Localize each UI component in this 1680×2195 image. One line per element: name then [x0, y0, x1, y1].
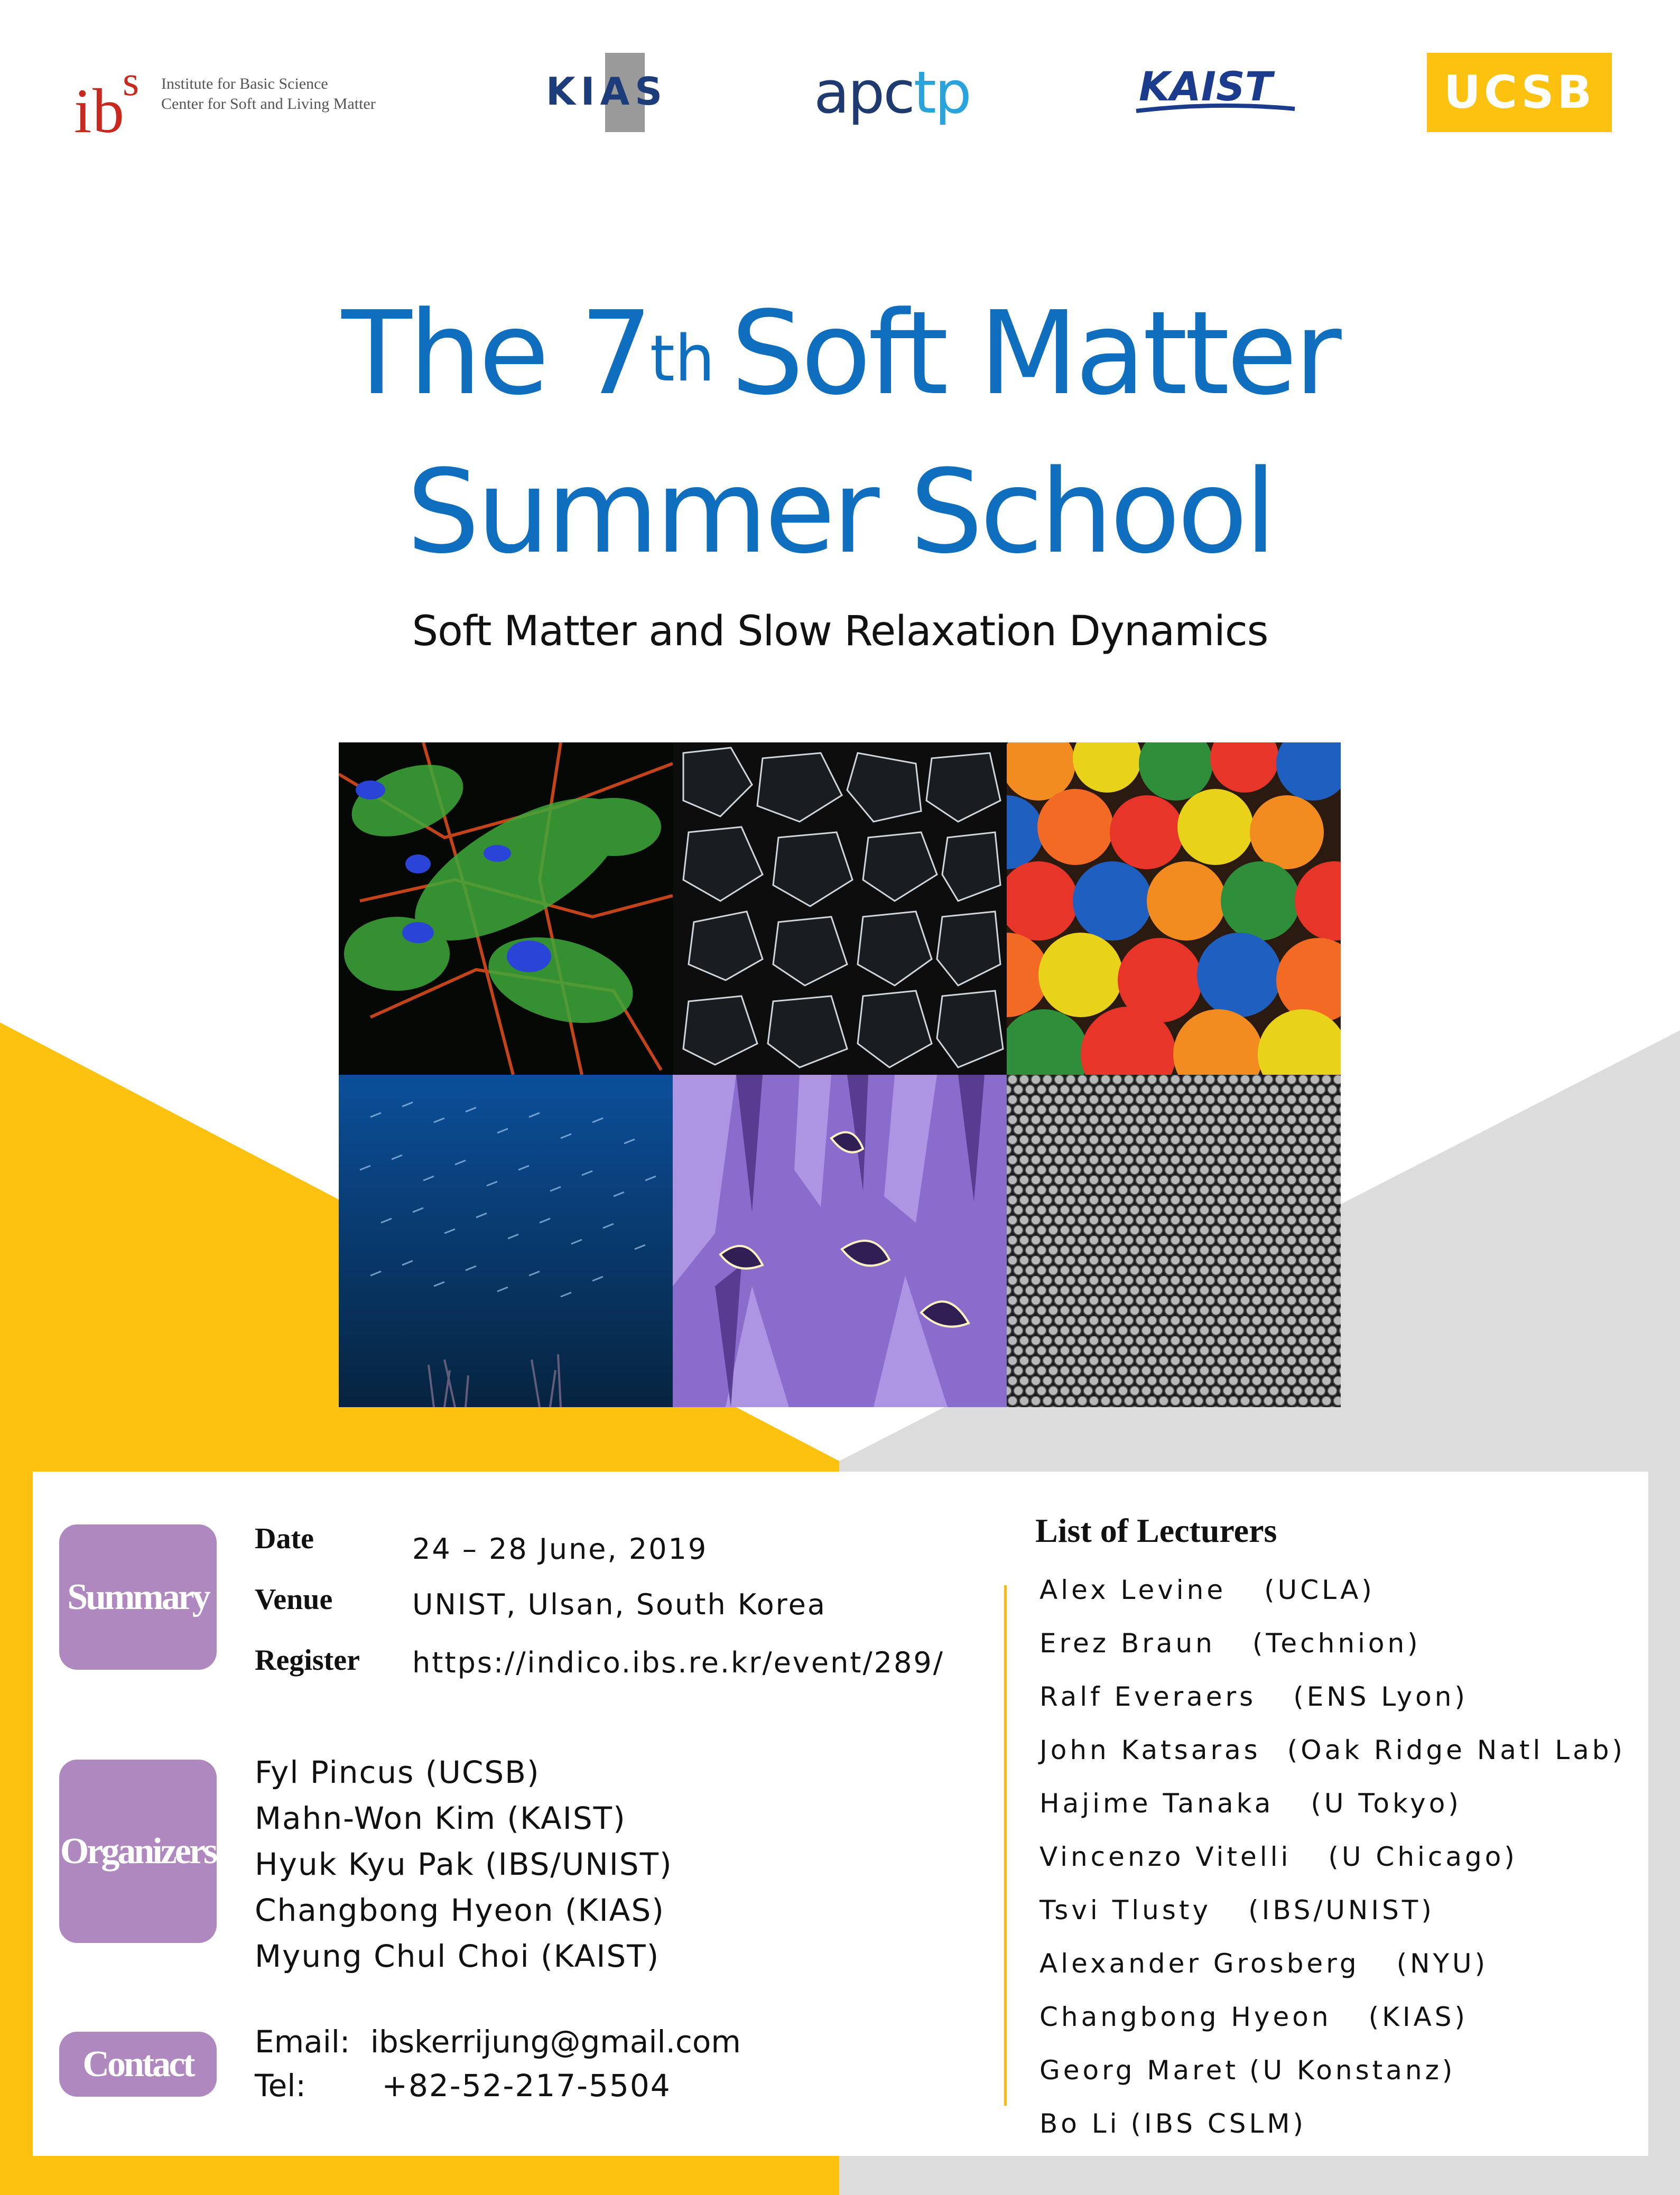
info-panel [33, 1472, 1648, 2156]
lecturer-affiliation: (NYU) [1396, 1948, 1489, 1979]
lecturer-name: Changbong Hyeon [1039, 2002, 1332, 2032]
lecturer-item [1039, 1628, 1421, 1659]
date-value: 24 – 28 June, 2019 [412, 1532, 708, 1566]
liquid-crystal-image [673, 1075, 1007, 1407]
lecturer-affiliation: (IBS CSLM) [1130, 2108, 1307, 2139]
lecturer-affiliation: (U Chicago) [1328, 1841, 1518, 1872]
colorful-balls-image [1007, 742, 1341, 1075]
contact-badge: Contact [59, 2032, 217, 2097]
lecturer-item [1039, 2108, 1306, 2139]
svg-text:KAIST: KAIST [1139, 63, 1273, 110]
lecturer-item [1039, 1895, 1435, 1926]
summary-badge: Summary [59, 1524, 217, 1670]
lecturer-name: Vincenzo Vitelli [1039, 1841, 1292, 1872]
organizer-item: Fyl Pincus (UCSB) [255, 1754, 540, 1790]
apctp-logo [814, 58, 1004, 127]
title-superscript: th [649, 322, 715, 396]
lecturer-name: Bo Li [1039, 2108, 1120, 2139]
tel-value: +82-52-217-5504 [382, 2068, 671, 2104]
lecturer-affiliation: (UCLA) [1264, 1575, 1375, 1605]
lecturer-name: Alex Levine [1039, 1575, 1227, 1605]
lecturer-affiliation: (IBS/UNIST) [1248, 1895, 1435, 1926]
lecturer-affiliation: (ENS Lyon) [1293, 1681, 1468, 1712]
title-part2: Soft Matter [730, 287, 1339, 421]
svg-text:i: i [74, 76, 92, 143]
lecturer-affiliation: (KIAS) [1368, 2002, 1469, 2032]
title-line1 [0, 275, 1680, 433]
lecturer-item [1039, 1681, 1468, 1712]
lecturer-name: Georg Maret [1039, 2055, 1239, 2086]
lecturer-item [1039, 1948, 1488, 1979]
page-title [0, 275, 1680, 592]
kaist-logo-graphic [1131, 58, 1300, 127]
venue-label: Venue [255, 1583, 333, 1616]
contact-email-row [255, 2024, 741, 2060]
lecturer-name: John Katsaras [1039, 1735, 1261, 1765]
email-link[interactable]: ibskerrijung@gmail.com [370, 2024, 741, 2060]
colloidal-crystal-image [1007, 1075, 1341, 1407]
lecturer-item [1039, 1575, 1375, 1605]
organizer-item: Mahn-Won Kim (KAIST) [255, 1800, 626, 1836]
register-label: Register [255, 1644, 360, 1677]
lecturer-name: Erez Braun [1039, 1628, 1215, 1659]
lecturer-name: Ralf Everaers [1039, 1681, 1257, 1712]
lecturer-name: Hajime Tanaka [1039, 1788, 1274, 1819]
lecturer-affiliation: (U Tokyo) [1311, 1788, 1462, 1819]
svg-text:b: b [92, 76, 124, 143]
lecturer-item [1039, 1788, 1462, 1819]
subtitle: Soft Matter and Slow Relaxation Dynamics [412, 608, 1268, 655]
lecturers-heading: List of Lecturers [1035, 1512, 1277, 1549]
lecturer-affiliation: (U Konstanz) [1249, 2055, 1456, 2086]
tel-label: Tel: [255, 2068, 306, 2104]
ucsb-logo: UCSB [1427, 53, 1612, 132]
lecturer-item [1039, 1841, 1518, 1872]
svg-text:KIAS: KIAS [546, 69, 668, 114]
ibs-logo-line2: Center for Soft and Living Matter [161, 95, 376, 113]
organizer-item: Hyuk Kyu Pak (IBS/UNIST) [255, 1846, 673, 1882]
date-label: Date [255, 1522, 314, 1555]
fish-school-image [339, 1075, 673, 1407]
kaist-logo [1131, 58, 1300, 127]
lecturer-name: Alexander Grosberg [1039, 1948, 1360, 1979]
lecturer-affiliation: (Oak Ridge Natl Lab) [1287, 1735, 1626, 1765]
organizer-item: Changbong Hyeon (KIAS) [255, 1892, 665, 1928]
kias-logo [542, 53, 684, 132]
title-part1: The 7 [341, 287, 650, 421]
register-link[interactable]: https://indico.ibs.re.kr/event/289/ [412, 1646, 944, 1679]
organizer-item: Myung Chul Choi (KAIST) [255, 1938, 660, 1974]
ibs-logo [74, 58, 417, 143]
column-divider [1004, 1585, 1007, 2106]
organizers-badge: Organizers [59, 1760, 217, 1943]
ibs-logo-mark [74, 58, 148, 143]
lecturer-item [1039, 2055, 1455, 2086]
apctp-logo-part2: tp [913, 59, 970, 126]
lecturer-affiliation: (Technion) [1252, 1628, 1421, 1659]
ibs-logo-text [161, 74, 376, 114]
venue-value: UNIST, Ulsan, South Korea [412, 1588, 827, 1621]
kias-logo-graphic [542, 53, 684, 132]
lecturer-item [1039, 1735, 1626, 1765]
image-collage [339, 742, 1341, 1407]
cells-fluorescence-image [339, 742, 673, 1075]
lecturer-item [1039, 2002, 1468, 2032]
apctp-logo-part1: apc [814, 59, 914, 126]
ibs-logo-line1: Institute for Basic Science [161, 75, 328, 92]
email-label: Email: [255, 2024, 350, 2060]
contact-tel-row [255, 2068, 671, 2104]
svg-text:s: s [123, 58, 140, 105]
foam-bubbles-image [673, 742, 1007, 1075]
title-line2: Summer School [406, 445, 1274, 579]
lecturer-name: Tsvi Tlusty [1039, 1895, 1212, 1926]
